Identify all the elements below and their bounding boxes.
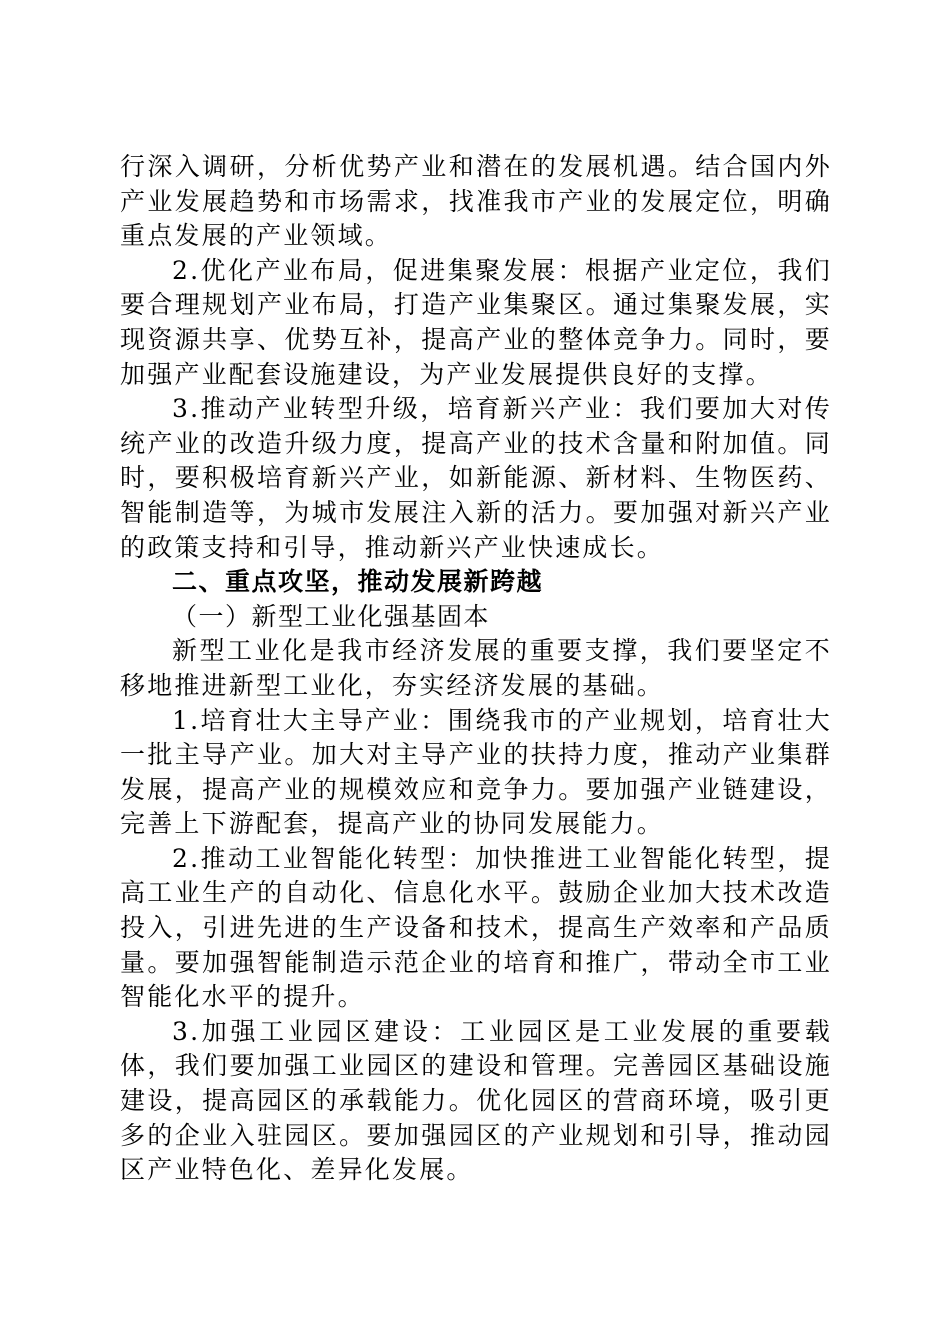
subsection-heading: （一）新型工业化强基固本 bbox=[172, 601, 491, 631]
paragraph-transformation-upgrade: 3.推动产业转型升级，培育新兴产业：我们要加大对传统产业的改造升级力度，提高产业的技术含量和附加值。同时，要积极培育新兴产业，如新能源、新材料、生物医药、智能制造等，为城市发展注入新的活力。要加强对新兴产业的政策支持和引导，推动新兴产业快速成长。 bbox=[120, 394, 832, 562]
paragraph-intelligent-transformation: 2.推动工业智能化转型：加快推进工业智能化转型，提高工业生产的自动化、信息化水平。鼓励企业加大技术改造投入，引进先进的生产设备和技术，提高生产效率和产品质量。要加强智能制造示范企业的培育和推广，带动全市工业智能化水平的提升。 bbox=[120, 843, 832, 1012]
paragraph-new-industrialization: 新型工业化是我市经济发展的重要支撑，我们要坚定不移地推进新型工业化，夯实经济发展的基础。 bbox=[120, 636, 832, 700]
paragraph-continuation: 行深入调研，分析优势产业和潜在的发展机遇。结合国内外产业发展趋势和市场需求，找准我市产业的发展定位，明确重点发展的产业领域。 bbox=[120, 152, 832, 251]
section-heading: 二、重点攻坚，推动发展新跨越 bbox=[172, 567, 544, 597]
paragraph-industrial-parks: 3.加强工业园区建设：工业园区是工业发展的重要载体，我们要加强工业园区的建设和管理。完善园区基础设施建设，提高园区的承载能力。优化园区的营商环境，吸引更多的企业入驻园区。要加强园区的产业规划和引导，推动园区产业特色化、差异化发展。 bbox=[120, 1016, 832, 1185]
paragraph-leading-industries: 1.培育壮大主导产业：围绕我市的产业规划，培育壮大一批主导产业。加大对主导产业的扶持力度，推动产业集群发展，提高产业的规模效应和竞争力。要加强产业链建设，完善上下游配套，提高产业的协同发展能力。 bbox=[120, 705, 832, 839]
paragraph-optimize-layout: 2.优化产业布局，促进集聚发展：根据产业定位，我们要合理规划产业布局，打造产业集聚区。通过集聚发展，实现资源共享、优势互补，提高产业的整体竞争力。同时，要加强产业配套设施建设，为产业发展提供良好的支撑。 bbox=[120, 255, 832, 389]
document-body bbox=[120, 150, 832, 1188]
